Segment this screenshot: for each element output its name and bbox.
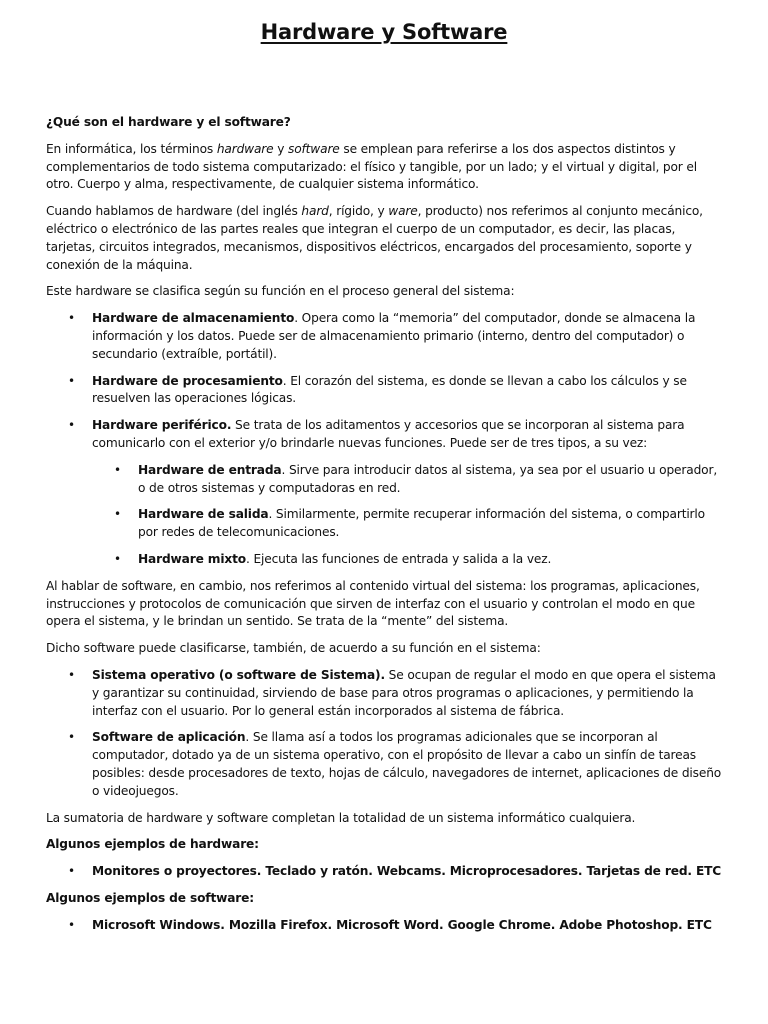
bullet-icon: • [68,667,75,682]
list-item [114,506,722,542]
list-item [68,310,722,363]
peripheral-types-list [92,462,722,569]
list-item [68,863,722,881]
text-run: y [273,141,289,156]
list-item-desc: . Similarmente, permite recuperar información del sistema, o compartirlo por redes de telecomunicaciones. [138,507,705,540]
list-item [68,667,722,720]
bullet-icon: • [68,373,75,388]
software-examples-list [46,917,722,935]
italic-term-software: software [288,141,340,156]
text-run: se emplean para referirse a los dos aspectos distintos y complementarios de todo sistema computarizado: el físico y tangible, por un lado; y el virtual y digital, por el otro. Cuerpo y alma, respectivamente, de cualquier sistema informático. [46,141,697,192]
bullet-icon: • [68,418,75,433]
section-question: ¿Qué son el hardware y el software? [46,115,291,129]
paragraph-hardware-classification: Este hardware se clasifica según su función en el proceso general del sistema: [46,284,515,299]
hardware-examples-text: Monitores o proyectores. Teclado y ratón. Webcams. Microprocesadores. Tarjetas de red. ETC [92,864,722,879]
italic-term-hard: hard [301,204,329,219]
italic-term-hardware: hardware [216,141,274,156]
text-run: Cuando hablamos de hardware (del inglés [46,204,302,219]
list-item [68,373,722,409]
software-types-list [46,667,722,801]
software-examples-text: Microsoft Windows. Mozilla Firefox. Microsoft Word. Google Chrome. Adobe Photoshop. ETC [92,917,712,932]
list-item-term: Hardware de entrada [138,462,282,477]
paragraph-software-definition: Al hablar de software, en cambio, nos referimos al contenido virtual del sistema: los programas, aplicaciones, instrucciones y protocolos de comunicación que sirven de interfaz con el usuario y controlan el modo en que opera el sistema, y le brindan un sentido. Se trata de la “mente” del sistema. [46,578,700,629]
list-item-desc: . Se llama así a todos los programas adicionales que se incorporan al computador, dotado ya de un sistema operativo, con el propósito de llevar a cabo un sinfín de tareas posibles: desde procesadores de texto, hojas de cálculo, navegadores de internet, aplicaciones de diseño o videojuegos. [92,730,722,798]
hardware-examples-heading: Algunos ejemplos de hardware: [46,837,259,852]
list-item-term: Software de aplicación [92,730,246,745]
paragraph-software-classification: Dicho software puede clasificarse, también, de acuerdo a su función en el sistema: [46,641,541,656]
list-item-term: Sistema operativo (o software de Sistema). [92,667,385,682]
text-run: En informática, los términos [46,141,217,156]
bullet-icon: • [114,507,121,522]
italic-term-ware: ware [388,204,418,219]
list-item-desc: . El corazón del sistema, es donde se llevan a cabo los cálculos y se resuelven las operaciones lógicas. [92,373,687,406]
hardware-types-list [46,310,722,569]
list-item [114,551,722,569]
page-title: Hardware y Software [260,20,508,44]
list-item-desc: Se ocupan de regular el modo en que opera el sistema y garantizar su continuidad, sirviendo de base para otros programas o aplicaciones, y permitiendo la interfaz con el usuario. Por lo general están incorporados al sistema de fábrica. [92,667,716,718]
list-item-term: Hardware de salida [138,507,269,522]
list-item-desc: Se trata de los aditamentos y accesorios que se incorporan al sistema para comunicarlo con el exterior y/o brindarle nuevas funciones. Puede ser de tres tipos, a su vez: [92,418,685,450]
bullet-icon: • [68,730,75,745]
list-item-term: Hardware de almacenamiento [92,311,295,326]
list-item [68,729,722,800]
list-item [68,417,722,569]
software-examples-heading: Algunos ejemplos de software: [46,890,255,905]
paragraph-hardware-definition [46,203,722,274]
bullet-icon: • [68,864,75,879]
list-item-term: Hardware mixto [138,551,246,566]
list-item-desc: . Sirve para introducir datos al sistema, ya sea por el usuario u operador, o de otros sistemas y computadoras en red. [138,462,718,495]
paragraph-summary: La sumatoria de hardware y software completan la totalidad de un sistema informático cualquiera. [46,810,636,825]
bullet-icon: • [68,311,75,326]
bullet-icon: • [114,551,121,566]
paragraph-intro [46,141,722,194]
bullet-icon: • [68,917,75,932]
hardware-examples-list [46,863,722,881]
list-item-term: Hardware de procesamiento [92,373,283,388]
list-item-desc: . Opera como la “memoria” del computador, donde se almacena la información y los datos. Puede ser de almacenamiento primario (interno, dentro del computador) o secundario (extraíble, portátil). [92,311,696,361]
list-item-desc: . Ejecuta las funciones de entrada y salida a la vez. [246,551,552,566]
bullet-icon: • [114,462,121,477]
text-run: , producto) nos referimos al conjunto mecánico, eléctrico o electrónico de las partes reales que integran el cuerpo de un computador, es decir, las placas, tarjetas, circuitos integrados, mecanismos, dispositivos eléctricos, encargados del procesamiento, soporte y conexión de la máquina. [46,204,703,272]
list-item-term: Hardware periférico. [92,418,232,433]
list-item [68,917,722,935]
list-item [114,462,722,498]
text-run: , rígido, y [328,204,389,219]
